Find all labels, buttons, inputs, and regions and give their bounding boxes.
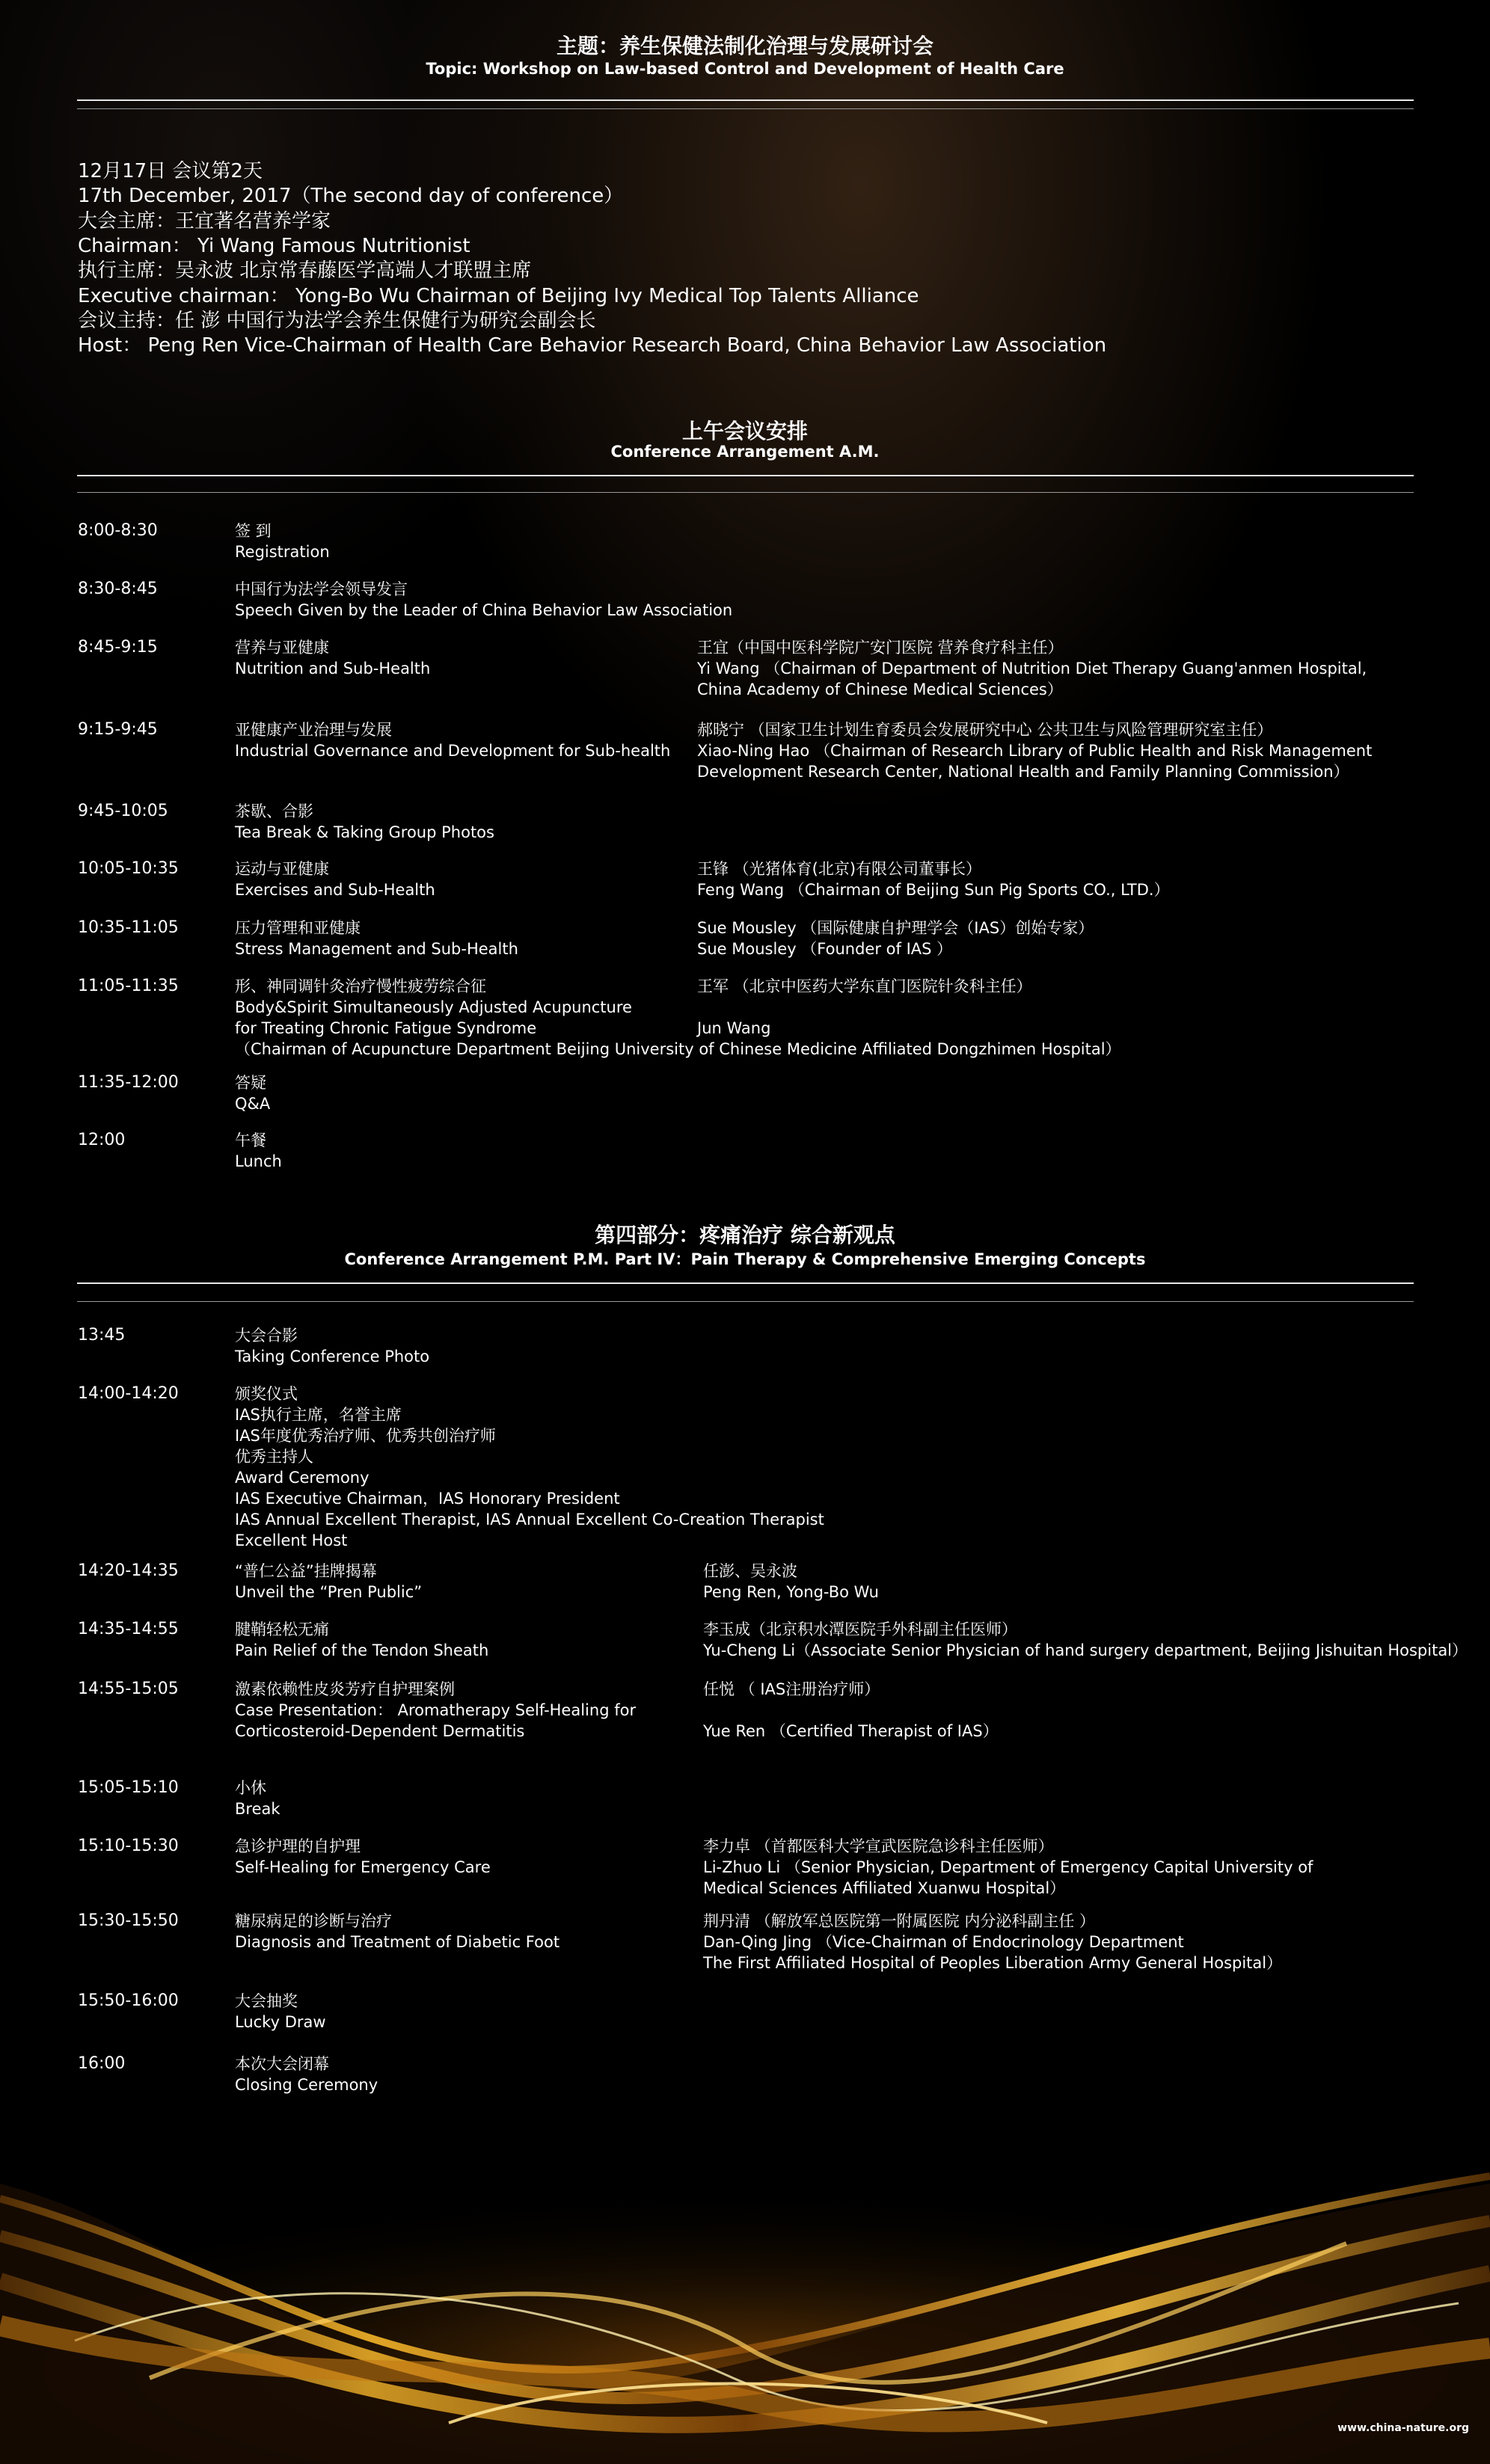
pm-title-en: Conference Arrangement P.M. Part IV：Pain Therapy & Comprehensive Emerging Concepts: [344, 1250, 1146, 1268]
session-time: 14:35-14:55: [78, 1620, 179, 1638]
session-speaker: Yi Wang （Chairman of Department of Nutrition Diet Therapy Guang'anmen Hospital,: [697, 660, 1367, 678]
session-time: 15:10-15:30: [78, 1837, 179, 1855]
session-topic: Speech Given by the Leader of China Behavior Law Association: [235, 601, 733, 619]
session-topic: IAS执行主席，名誉主席: [235, 1406, 402, 1424]
session-topic: IAS Annual Excellent Therapist, IAS Annual Excellent Co-Creation Therapist: [235, 1511, 824, 1529]
session-topic: 压力管理和亚健康: [235, 919, 361, 937]
session-topic: 急诊护理的自护理: [235, 1837, 361, 1855]
session-topic: 午餐: [235, 1131, 266, 1149]
session-time: 15:05-15:10: [78, 1778, 179, 1797]
session-topic: Lucky Draw: [235, 2013, 326, 2031]
session-topic: 大会合影: [235, 1327, 298, 1345]
am-rule: [77, 475, 1414, 476]
pm-rule: [77, 1282, 1414, 1284]
session-speaker: Medical Sciences Affiliated Xuanwu Hospital）: [703, 1879, 1066, 1897]
session-speaker: The First Affiliated Hospital of Peoples Liberation Army General Hospital）: [703, 1954, 1283, 1972]
session-topic: 腱鞘轻松无痛: [235, 1620, 329, 1638]
session-topic: Tea Break & Taking Group Photos: [235, 823, 494, 841]
am-title-cn: 上午会议安排: [681, 419, 808, 443]
session-topic: 大会抽奖: [235, 1992, 298, 2010]
session-speaker: Yue Ren （Certified Therapist of IAS）: [703, 1722, 999, 1740]
session-speaker: 王军 （北京中医药大学东直门医院针灸科主任）: [697, 977, 1032, 995]
session-topic: 颁奖仪式: [235, 1385, 298, 1403]
session-time: 8:00-8:30: [78, 521, 158, 540]
session-speaker: Dan-Qing Jing （Vice-Chairman of Endocrinology Department: [703, 1933, 1184, 1951]
session-topic: 激素依赖性皮炎芳疗自护理案例: [235, 1680, 455, 1698]
session-topic: 签 到: [235, 522, 272, 540]
session-topic: Case Presentation： Aromatherapy Self-Healing for: [235, 1701, 637, 1719]
session-topic: IAS Executive Chairman，IAS Honorary President: [235, 1490, 620, 1508]
session-speaker: 任悦 （ IAS注册治疗师）: [703, 1680, 880, 1698]
session-time: 14:20-14:35: [78, 1561, 179, 1580]
session-speaker: 荆丹清 （解放军总医院第一附属医院 内分泌科副主任 ）: [703, 1912, 1096, 1930]
session-topic: Body&Spirit Simultaneously Adjusted Acupuncture: [235, 998, 632, 1016]
session-speaker: 李力卓 （首都医科大学宣武医院急诊科主任医师）: [703, 1837, 1054, 1855]
session-time: 14:55-15:05: [78, 1680, 179, 1698]
session-speaker: Sue Mousley （Founder of IAS ）: [697, 940, 953, 958]
intro-line: 大会主席：王宜著名营养学家: [78, 210, 331, 233]
session-time: 9:45-10:05: [78, 802, 168, 820]
title-cn: 主题：养生保健法制化治理与发展研讨会: [556, 34, 933, 58]
session-topic: （Chairman of Acupuncture Department Beijing University of Chinese Medicine Affiliated Dongzhimen Hospital）: [235, 1040, 1121, 1058]
website-url: www.china-nature.org: [1337, 2422, 1469, 2434]
session-time: 13:45: [78, 1326, 126, 1345]
pm-title-cn: 第四部分：疼痛治疗 综合新观点: [595, 1223, 895, 1247]
session-topic: 运动与亚健康: [235, 860, 329, 878]
session-speaker: 王锋 （光猪体育(北京)有限公司董事长）: [697, 860, 982, 878]
session-topic: Unveil the “Pren Public”: [235, 1583, 423, 1601]
session-speaker: 任澎、吴永波: [703, 1562, 797, 1580]
intro-line: 会议主持：任 澎 中国行为法学会养生保健行为研究会副会长: [78, 310, 596, 332]
session-time: 15:50-16:00: [78, 1991, 179, 2010]
gold-wave-decoration: [0, 2154, 1490, 2464]
session-topic: Industrial Governance and Development for Sub-health: [235, 742, 671, 760]
session-speaker: Feng Wang （Chairman of Beijing Sun Pig Sports CO., LTD.）: [697, 881, 1170, 899]
title-en: Topic: Workshop on Law-based Control and Development of Health Care: [426, 60, 1064, 78]
session-speaker: Xiao-Ning Hao （Chairman of Research Library of Public Health and Risk Management: [697, 742, 1373, 760]
intro-line: Chairman： Yi Wang Famous Nutritionist: [78, 235, 470, 257]
session-speaker: China Academy of Chinese Medical Sciences）: [697, 680, 1063, 698]
session-topic: IAS年度优秀治疗师、优秀共创治疗师: [235, 1427, 496, 1445]
session-topic: Corticosteroid-Dependent Dermatitis: [235, 1722, 525, 1740]
session-speaker: 李玉成（北京积水潭医院手外科副主任医师）: [703, 1620, 1017, 1638]
session-topic: Q&A: [235, 1095, 271, 1113]
session-topic: Self-Healing for Emergency Care: [235, 1858, 491, 1876]
session-time: 9:15-9:45: [78, 720, 158, 739]
session-speaker: Sue Mousley （国际健康自护理学会（IAS）创始专家）: [697, 919, 1094, 937]
session-topic: Lunch: [235, 1152, 282, 1170]
session-time: 8:45-9:15: [78, 638, 158, 657]
session-speaker: Development Research Center, National Health and Family Planning Commission）: [697, 763, 1349, 781]
session-speaker: Li-Zhuo Li （Senior Physician, Department of Emergency Capital University of: [703, 1858, 1313, 1876]
session-topic: 茶歇、合影: [235, 802, 313, 820]
intro-line: Host： Peng Ren Vice-Chairman of Health Care Behavior Research Board, China Behavior Law Association: [78, 334, 1107, 357]
session-topic: 本次大会闭幕: [235, 2055, 329, 2073]
session-time: 16:00: [78, 2054, 126, 2073]
session-time: 15:30-15:50: [78, 1911, 179, 1930]
session-topic: 形、神同调针灸治疗慢性疲劳综合征: [235, 977, 486, 995]
session-speaker: Peng Ren, Yong-Bo Wu: [703, 1583, 879, 1601]
session-time: 11:35-12:00: [78, 1073, 179, 1092]
session-topic: Closing Ceremony: [235, 2076, 378, 2094]
session-topic: 糖尿病足的诊断与治疗: [235, 1912, 392, 1930]
intro-line: 17th December, 2017（The second day of conference）: [78, 185, 624, 207]
session-time: 14:00-14:20: [78, 1384, 179, 1403]
session-speaker: 郝晓宁 （国家卫生计划生育委员会发展研究中心 公共卫生与风险管理研究室主任）: [697, 721, 1273, 739]
session-time: 10:05-10:35: [78, 859, 179, 878]
session-topic: Excellent Host: [235, 1531, 348, 1549]
session-topic: Stress Management and Sub-Health: [235, 940, 518, 958]
session-topic: Diagnosis and Treatment of Diabetic Foot: [235, 1933, 560, 1951]
session-topic: Award Ceremony: [235, 1469, 370, 1487]
intro-line: 12月17日 会议第2天: [78, 160, 263, 182]
intro-line: 执行主席：吴永波 北京常春藤医学高端人才联盟主席: [78, 259, 532, 282]
header-rule-thin: [77, 108, 1414, 109]
intro-line: Executive chairman： Yong-Bo Wu Chairman of Beijing Ivy Medical Top Talents Alliance: [78, 285, 919, 307]
session-time: 10:35-11:05: [78, 918, 179, 937]
session-topic: Nutrition and Sub-Health: [235, 660, 431, 678]
session-time: 11:05-11:35: [78, 977, 179, 995]
session-time: 12:00: [78, 1131, 126, 1149]
session-topic: 营养与亚健康: [235, 639, 329, 657]
session-topic: 中国行为法学会领导发言: [235, 580, 408, 598]
header-rule: [77, 99, 1414, 101]
session-topic: for Treating Chronic Fatigue Syndrome: [235, 1019, 537, 1037]
session-speaker: 王宜（中国中医科学院广安门医院 营养食疗科主任）: [697, 639, 1064, 657]
am-title-en: Conference Arrangement A.M.: [610, 443, 880, 461]
session-topic: 答疑: [235, 1074, 266, 1092]
session-speaker: Jun Wang: [697, 1019, 771, 1037]
session-topic: Pain Relief of the Tendon Sheath: [235, 1641, 489, 1659]
session-topic: 小休: [235, 1779, 266, 1797]
session-speaker: Yu-Cheng Li（Associate Senior Physician of hand surgery department, Beijing Jishuitan Hospital）: [703, 1641, 1468, 1659]
session-topic: Break: [235, 1800, 280, 1818]
am-rule-thin: [77, 492, 1414, 493]
pm-rule-thin: [77, 1301, 1414, 1302]
session-topic: Taking Conference Photo: [235, 1348, 430, 1365]
session-topic: “普仁公益”挂牌揭幕: [235, 1562, 377, 1580]
session-topic: Registration: [235, 543, 330, 561]
session-topic: 优秀主持人: [235, 1448, 313, 1466]
session-topic: 亚健康产业治理与发展: [235, 721, 392, 739]
session-time: 8:30-8:45: [78, 580, 158, 598]
session-topic: Exercises and Sub-Health: [235, 881, 435, 899]
